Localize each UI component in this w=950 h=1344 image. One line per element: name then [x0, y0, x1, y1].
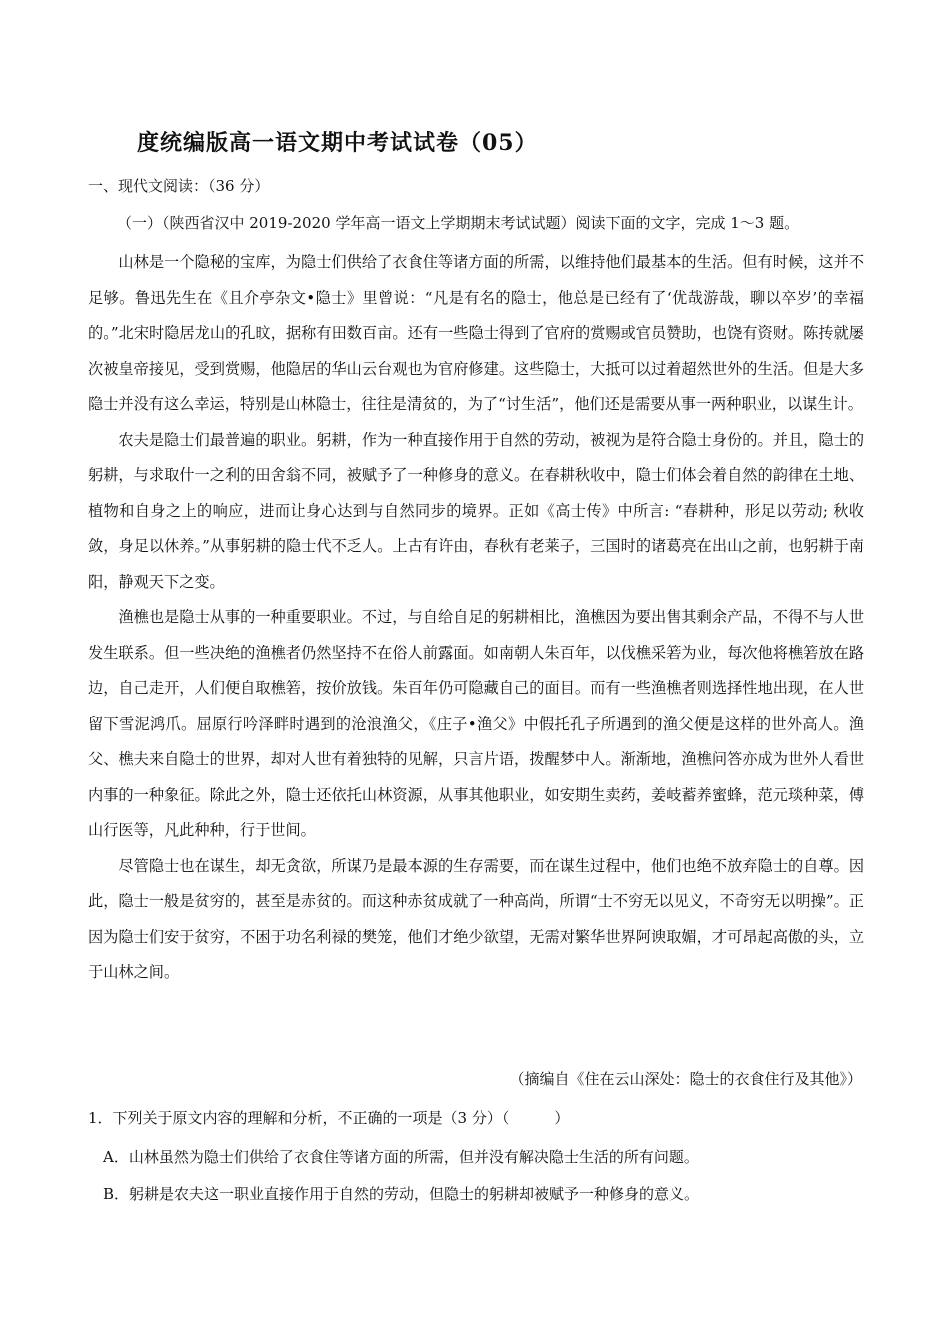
passage-source: （摘编自《住在云山深处：隐士的衣食住行及其他》）	[509, 1070, 862, 1088]
exam-title: 度统编版高一语文期中考试试卷（05）	[137, 130, 538, 156]
question-1: 1．下列关于原文内容的理解和分析，不正确的一项是（3 分）（ ）	[88, 1109, 570, 1127]
reading-passage	[88, 245, 864, 991]
passage-paragraph-2: 农夫是隐士们最普遍的职业。躬耕，作为一种直接作用于自然的劳动，被视为是符合隐士身份的。并且，隐士的躬耕，与求取什一之利的田舍翁不同，被赋予了一种修身的意义。在春耕秋收中，隐士们体会着自然的韵律在土地、植物和自身之上的响应，进而让身心达到与自然同步的境界。正如《高士传》中所言: “春耕种，形足以劳动; 秋收敛，身足以休养。”从事躬耕的隐士代不乏人。上古有许由，春秋有老莱子，三国时的诸葛亮在出山之前，也躬耕于南阳，静观天下之变。	[88, 430, 864, 591]
passage-paragraph-3: 渔樵也是隐士从事的一种重要职业。不过，与自给自足的躬耕相比，渔樵因为要出售其剩余产品，不得不与人世发生联系。但一些决绝的渔樵者仍然坚持不在俗人前露面。如南朝人朱百年，以伐樵采箬为业，每次他将樵箬放在路边，自己走开，人们便自取樵箬，按价放钱。朱百年仍可隐藏自己的面目。而有一些渔樵者则选择性地出现，在人世留下雪泥鸿爪。屈原行吟泽畔时遇到的沧浪渔父，《庄子•渔父》中假托孔子所遇到的渔父便是这样的世外高人。渔父、樵夫来自隐士的世界，却对人世有着独特的见解，只言片语，拨醒梦中人。渐渐地，渔樵问答亦成为世外人看世内事的一种象征。除此之外，隐士还依托山林资源，从事其他职业，如安期生卖药，姜岐蓄养蜜蜂，范元琰种菜，傅山行医等，凡此种种，行于世间。	[88, 608, 864, 839]
reading-intro: （一）（陕西省汉中 2019-2020 学年高一语文上学期期末考试试题）阅读下面的文字，完成 1～3 题。	[117, 214, 800, 232]
passage-paragraph-1: 山林是一个隐秘的宝库，为隐士们供给了衣食住等诸方面的所需，以维持他们最基本的生活。但有时候，这并不足够。鲁迅先生在《且介亭杂文•隐士》里曾说：“凡是有名的隐士，他总是已经有了‘优哉游哉，聊以卒岁’的幸福的。”北宋时隐居龙山的孔旼，据称有田数百亩。还有一些隐士得到了官府的赏赐或官员赞助，也饶有资财。陈抟就屡次被皇帝接见，受到赏赐，他隐居的华山云台观也为官府修建。这些隐士，大抵可以过着超然世外的生活。但是大多隐士并没有这么幸运，特别是山林隐士，往往是清贫的，为了“讨生活”，他们还是需要从事一两种职业，以谋生计。	[88, 253, 864, 413]
question-1-option-a: A．山林虽然为隐士们供给了衣食住等诸方面的所需，但并没有解决隐士生活的所有问题。	[103, 1148, 699, 1166]
question-1-option-b: B．躬耕是农夫这一职业直接作用于自然的劳动，但隐士的躬耕却被赋予一种修身的意义。	[103, 1185, 700, 1203]
passage-paragraph-4: 尽管隐士也在谋生，却无贪欲，所谋乃是最本源的生存需要，而在谋生过程中，他们也绝不放弃隐士的自尊。因此，隐士一般是贫穷的，甚至是赤贫的。而这种赤贫成就了一种高尚，所谓“士不穷无以见义，不奇穷无以明操”。正因为隐士们安于贫穷，不困于功名利禄的樊笼，他们才绝少欲望，无需对繁华世界阿谀取媚，才可昂起高傲的头，立于山林之间。	[88, 856, 864, 981]
section-heading: 一、现代文阅读：（36 分）	[88, 177, 270, 195]
